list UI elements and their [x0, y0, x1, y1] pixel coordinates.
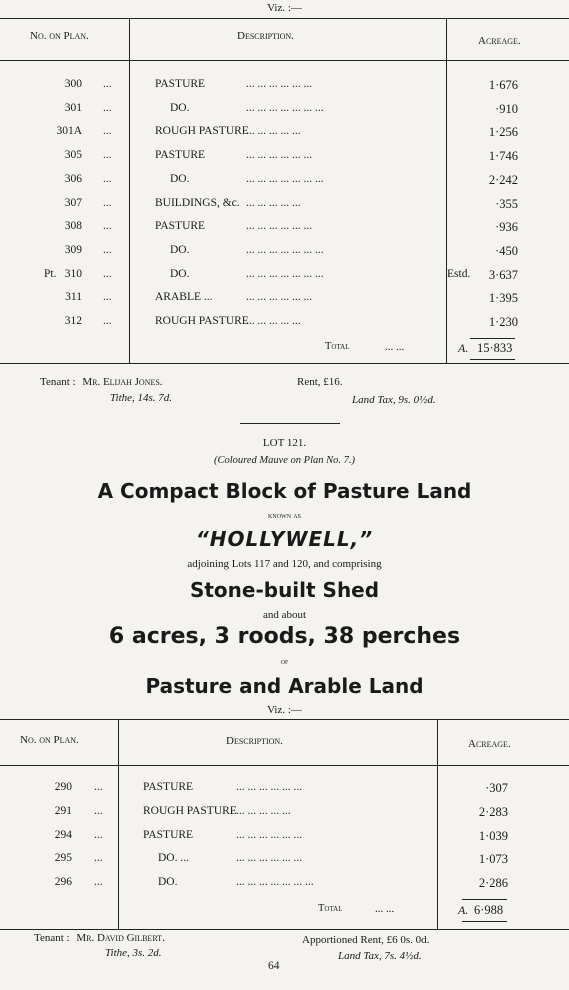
table2-header-desc: Description.	[226, 735, 283, 747]
description-text: PASTURE	[155, 78, 206, 90]
plan-dots: ...	[94, 804, 103, 817]
tenant-name-2: Mr. David Gilbert.	[76, 932, 165, 944]
plan-number: 291	[54, 804, 72, 817]
acreage-value: 1·746	[488, 149, 518, 164]
plan-dots: ...	[103, 172, 112, 185]
description-text: DO.	[170, 172, 190, 185]
plan-dots: ...	[94, 852, 103, 865]
description-text: ROUGH PASTURE	[155, 125, 249, 138]
lot-known-as: known as	[268, 510, 301, 520]
description-text: DO.	[170, 101, 190, 114]
table1-top-rule	[0, 18, 569, 19]
table2-header-acre: Acreage.	[468, 738, 511, 750]
table2-total-label: Total	[318, 903, 343, 914]
table2-top-rule	[0, 719, 569, 720]
leader-dots: ... ... ... ... ... ... ...	[246, 243, 324, 256]
leader-dots: ... ... ... ... ...	[246, 196, 301, 209]
table1-rent: Rent, £16.	[297, 376, 343, 388]
page-number: 64	[268, 960, 280, 972]
plan-prefix: Pt.	[44, 267, 57, 280]
plan-number: 294	[54, 828, 72, 841]
description-text: DO.	[158, 876, 178, 889]
table1-total-label: Total	[325, 341, 350, 352]
plan-dots: ...	[103, 291, 112, 304]
table2-divider-right	[437, 719, 438, 929]
table1-sum-underline	[470, 359, 515, 360]
acreage-value: 2·286	[478, 876, 508, 891]
viz-label-2: Viz. :—	[267, 704, 302, 716]
table2-total-value: 6·988	[474, 903, 504, 917]
leader-dots: ... ... ... ... ... ...	[246, 220, 313, 233]
acreage-value: ·910	[495, 101, 518, 116]
lot-separator	[240, 423, 340, 424]
acreage-value: 1·256	[488, 125, 518, 140]
plan-number: 309	[64, 243, 82, 256]
lot-land-type: Pasture and Arable Land	[145, 674, 424, 698]
leader-dots: ... ... ... ... ... ...	[236, 852, 303, 865]
plan-dots: ...	[94, 828, 103, 841]
leader-dots: ... ... ... ... ... ... ...	[236, 876, 314, 889]
lot-property-name: “HOLLYWELL,”	[195, 527, 374, 551]
description-text: ARABLE ...	[155, 291, 213, 304]
plan-number: 295	[54, 852, 72, 865]
description-text: DO.	[170, 243, 190, 256]
table2-bottom-rule	[0, 929, 569, 930]
description-text: PASTURE	[143, 828, 194, 841]
plan-number: 311	[65, 291, 82, 304]
table2-total-prefix: A.	[458, 903, 469, 917]
tenant-name-1: Mr. Elijah Jones.	[82, 376, 163, 388]
acreage-value: ·355	[495, 196, 518, 211]
plan-number: 308	[64, 220, 82, 233]
lot-area: 6 acres, 3 roods, 38 perches	[108, 624, 461, 649]
plan-dots: ...	[103, 267, 112, 280]
tenant-label-2: Tenant :	[34, 932, 70, 944]
lot-number: LOT 121.	[262, 437, 307, 449]
table2-sum-underline	[462, 921, 507, 922]
table1-divider-right	[446, 18, 447, 363]
leader-dots: ... ... ... ... ...	[246, 125, 301, 138]
lot-colour-note: (Coloured Mauve on Plan No. 7.)	[213, 455, 356, 466]
table2-land-tax: Land Tax, 7s. 4½d.	[338, 950, 422, 962]
table1-header-desc: Description.	[237, 30, 294, 42]
table1-header-no: No. on Plan.	[30, 30, 89, 42]
plan-dots: ...	[103, 101, 112, 114]
table2-tenant	[34, 932, 165, 944]
description-text: ROUGH PASTURE	[143, 804, 237, 817]
plan-number: 301	[64, 101, 82, 114]
acreage-value: 1·395	[488, 291, 518, 306]
leader-dots: ... ... ... ... ...	[236, 804, 291, 817]
leader-dots: ... ... ... ... ... ...	[246, 291, 313, 304]
plan-dots: ...	[94, 781, 103, 793]
leader-dots: ... ... ... ... ... ...	[236, 828, 303, 841]
description-text: ROUGH PASTURE	[155, 315, 249, 327]
acreage-value: ·450	[495, 243, 518, 258]
table2-divider-left	[118, 719, 119, 929]
table2-header-no: No. on Plan.	[20, 734, 79, 746]
acreage-value: 1·039	[478, 828, 508, 843]
acreage-value: ·307	[485, 781, 508, 795]
plan-number: 307	[64, 196, 82, 209]
lot-headline: A Compact Block of Pasture Land	[97, 479, 472, 503]
acreage-value: 2·283	[478, 804, 508, 819]
plan-dots: ...	[103, 243, 112, 256]
plan-number: 305	[64, 149, 82, 162]
table1-header-rule	[0, 60, 569, 61]
lot-of: of	[280, 656, 289, 666]
table1-header-acre: Acreage.	[478, 35, 521, 47]
table2-total-dots: ... ...	[375, 903, 395, 915]
plan-dots: ...	[103, 149, 112, 162]
leader-dots: ... ... ... ... ... ...	[246, 78, 313, 90]
plan-number: 296	[54, 876, 72, 889]
acreage-value: 1·676	[488, 78, 518, 92]
table2-rent: Apportioned Rent, £6 0s. 0d.	[302, 934, 430, 946]
tenant-label-1: Tenant :	[40, 376, 76, 388]
plan-number: 306	[64, 172, 82, 185]
table1-divider-left	[129, 18, 130, 363]
lot-adjoining: adjoining Lots 117 and 120, and comprising	[187, 558, 382, 570]
acreage-value: 3·637	[488, 267, 518, 282]
table1-sum-rule	[470, 338, 515, 339]
leader-dots: ... ... ... ... ... ...	[246, 149, 313, 162]
description-text: PASTURE	[155, 149, 206, 162]
table2-header-rule	[0, 765, 569, 766]
acreage-value: 1·230	[488, 315, 518, 329]
plan-dots: ...	[103, 220, 112, 233]
lot-and-about: and about	[262, 609, 307, 621]
table1-tithe: Tithe, 14s. 7d.	[110, 392, 173, 404]
description-text: DO.	[170, 267, 190, 280]
plan-number: 300	[64, 78, 82, 90]
lot-shed: Stone-built Shed	[189, 578, 380, 602]
table1-bottom-rule	[0, 363, 569, 364]
table1-tenant	[40, 376, 163, 388]
acreage-value: ·936	[495, 220, 518, 235]
plan-dots: ...	[103, 78, 112, 90]
table1-total-dots: ... ...	[385, 341, 405, 353]
plan-dots: ...	[103, 315, 112, 327]
plan-dots: ...	[103, 196, 112, 209]
description-text: PASTURE	[143, 781, 194, 793]
leader-dots: ... ... ... ... ... ... ...	[246, 172, 324, 185]
table1-total-prefix: A.	[458, 341, 469, 355]
leader-dots: ... ... ... ... ... ... ...	[246, 267, 324, 280]
viz-label-1: Viz. :—	[267, 2, 302, 14]
description-text: BUILDINGS, &c.	[155, 196, 240, 209]
leader-dots: ... ... ... ... ...	[246, 315, 301, 327]
leader-dots: ... ... ... ... ... ... ...	[246, 101, 324, 114]
table2-tithe: Tithe, 3s. 2d.	[105, 947, 162, 959]
description-text: DO. ...	[158, 852, 189, 865]
table2-sum-rule	[462, 899, 507, 900]
acreage-value: 1·073	[478, 852, 508, 867]
acreage-value: 2·242	[488, 172, 518, 187]
plan-dots: ...	[94, 876, 103, 889]
table1-land-tax: Land Tax, 9s. 0½d.	[352, 394, 436, 406]
plan-number: 310	[64, 267, 82, 280]
plan-number: 312	[64, 315, 82, 327]
plan-dots: ...	[103, 125, 112, 138]
plan-number: 290	[54, 781, 72, 793]
plan-number: 301A	[56, 125, 82, 138]
table1-total-value: 15·833	[477, 341, 513, 355]
leader-dots: ... ... ... ... ... ...	[236, 781, 303, 793]
description-text: PASTURE	[155, 220, 206, 233]
estimated-label: Estd.	[447, 267, 471, 280]
